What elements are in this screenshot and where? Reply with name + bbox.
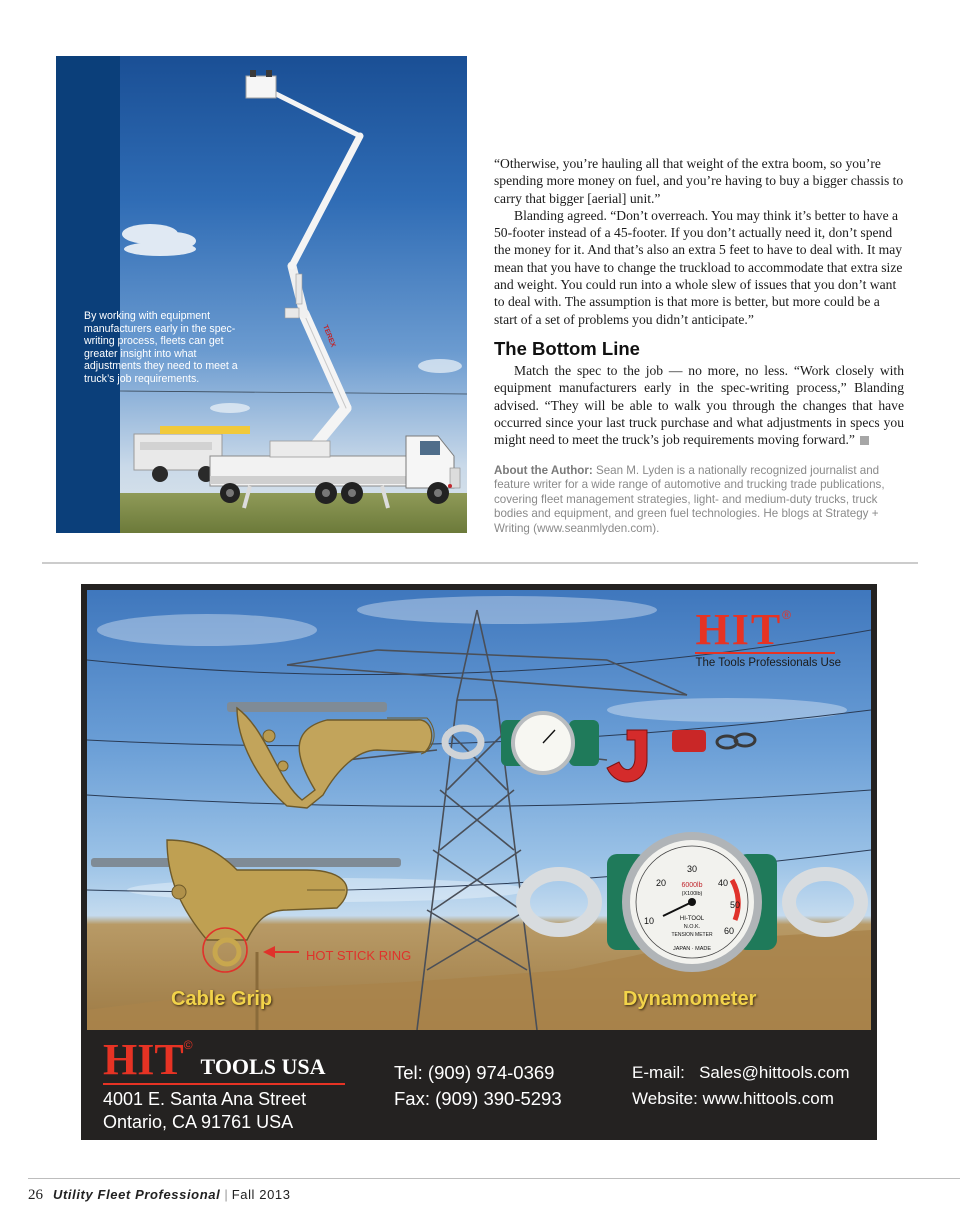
- hit-logo: [695, 605, 841, 669]
- dial-origin: JAPAN · MADE: [672, 946, 712, 952]
- brand-hit: HIT: [103, 1035, 184, 1084]
- page-number: 26: [28, 1187, 43, 1203]
- hot-stick-arrow-icon: [263, 946, 299, 958]
- ad-address: [103, 1088, 306, 1134]
- red-hook-icon: [607, 730, 755, 782]
- end-of-article-icon: [860, 436, 869, 445]
- footer-rule: [28, 1178, 960, 1179]
- page-footer: [28, 1186, 291, 1205]
- telephone: Tel: (909) 974-0369: [394, 1062, 555, 1083]
- article-paragraph: Blanding agreed. “Don’t overreach. You may think it’s better to have a 50-footer instead of a 45-footer. If you don’t actually need it, don’t spend the money for it. And that’s also an extra 5 feet to have to deal with. It may mean that you have to change the truckload to accommodate that extra size and weight. You could run into a whole slew of issues that you don’t want to deal with. The assumption is that more is better, but more could be a start of a set of problems you didn’t anticipate.”: [494, 207, 903, 327]
- hit-logo-text: HIT: [695, 605, 783, 654]
- website-link[interactable]: www.hittools.com: [702, 1089, 834, 1108]
- section-heading: The Bottom Line: [494, 337, 640, 359]
- cable-grip-label: Cable Grip: [171, 988, 273, 1010]
- article-paragraph: [494, 362, 904, 448]
- dial-tick: 60: [723, 926, 735, 936]
- dial-range: 6000lb: [681, 882, 703, 889]
- hit-tools-usa-brand: [103, 1035, 345, 1085]
- article-photo: [56, 56, 467, 533]
- dial-tick: 50: [729, 900, 741, 910]
- hot-stick-ring-label: HOT STICK RING: [306, 948, 412, 963]
- fax: Fax: (909) 390-5293: [394, 1088, 562, 1109]
- email-link[interactable]: Sales@hittools.com: [699, 1063, 850, 1082]
- lower-cable: [91, 858, 401, 867]
- brand-suffix: TOOLS USA: [200, 1054, 326, 1079]
- dial-tick: 40: [717, 878, 729, 888]
- dial-tick: 30: [686, 864, 698, 874]
- photo-blue-bar: [56, 56, 120, 533]
- terex-boom-label: TEREX: [321, 324, 337, 349]
- dynamometer-label: Dynamometer: [623, 988, 757, 1010]
- copyright-mark: ©: [183, 1038, 193, 1052]
- ad-product-photo: [87, 590, 871, 1030]
- article-paragraph-text: Match the spec to the job — no more, no less. “Work closely with equipment manufacturers early in the spec-writing process,” Blanding advised. “They will be able to walk you through the changes that have occurred since your last truck purchase and what adjustments in specs you might need to meet the truck’s job requirements moving forward.”: [494, 362, 904, 448]
- footer-separator: |: [224, 1187, 228, 1202]
- issue-date: Fall 2013: [231, 1187, 291, 1202]
- dial-tick: 10: [643, 916, 655, 926]
- dial-unit: (X100lb): [681, 891, 703, 897]
- photo-caption: By working with equipment manufacturers early in the spec-writing process, fleets can get greater insight into what adjustments they need to meet a truck’s job requirements.: [84, 310, 238, 385]
- shackle-icon: [445, 728, 481, 756]
- email-label: E-mail:: [632, 1063, 685, 1082]
- cloud: [122, 224, 196, 256]
- main-truck: [210, 436, 460, 508]
- magazine-title: Utility Fleet Professional: [53, 1187, 221, 1202]
- dial-tick: 20: [655, 878, 667, 888]
- about-text: Sean M. Lyden is a nationally recognized journalist and feature writer for a wide range of automotive and trucking trade publications, covering fleet management strategies, light- and medium-duty trucks, truck bodies and equipment, and green fuel technologies. He blogs at Strategy + Writing (www.seanmlyden.com).: [494, 464, 885, 535]
- aerial-boom: [268, 90, 360, 476]
- about-the-author: [494, 464, 910, 536]
- dial-title: TENSION METER: [671, 932, 713, 938]
- article-paragraph: “Otherwise, you’re hauling all that weight of the extra boom, so you’re spending more money on fuel, and you’re having to buy a bigger chassis to carry that bigger [aerial] unit.”: [494, 156, 904, 206]
- address-line: 4001 E. Santa Ana Street: [103, 1089, 307, 1109]
- aerial-bucket: [246, 70, 276, 98]
- about-label: About the Author:: [494, 464, 593, 477]
- ad-online-contact: [632, 1060, 850, 1112]
- website-label: Website:: [632, 1089, 698, 1108]
- dial-brand: HI-TOOL: [679, 916, 705, 922]
- ad-contact-footer: [81, 1030, 877, 1140]
- ad-phone-numbers: [394, 1060, 562, 1112]
- small-dynamometer-icon: [501, 713, 599, 773]
- registered-mark: ®: [782, 608, 792, 622]
- dial-subtitle: N.O.K.: [683, 924, 701, 930]
- upper-cable: [227, 702, 387, 712]
- upper-cable-grip-icon: [237, 708, 434, 808]
- section-divider: [42, 562, 918, 564]
- address-line: Ontario, CA 91761 USA: [103, 1112, 294, 1132]
- hit-tagline: The Tools Professionals Use: [695, 657, 841, 669]
- power-line: [120, 391, 467, 394]
- bucket-truck-illustration: [120, 56, 467, 533]
- hit-tools-advertisement[interactable]: [81, 584, 877, 1140]
- article-body: [494, 155, 904, 448]
